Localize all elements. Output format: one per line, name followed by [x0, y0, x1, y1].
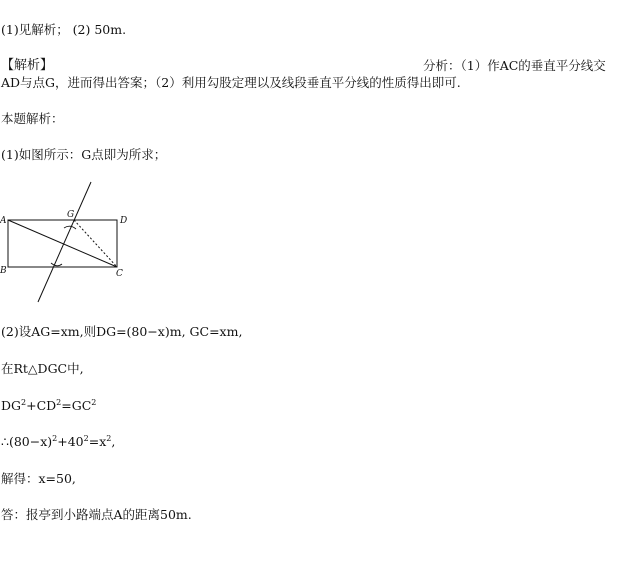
rectangle-construction-figure — [0, 180, 140, 305]
label-c: C — [116, 269, 123, 279]
eq1-mid2: =GC — [61, 398, 92, 413]
eq1-sq1: 2 — [21, 398, 27, 407]
part2-text: (2)设AG=xm,则DG=(80−x)m, GC=xm, — [1, 324, 243, 339]
solution-header: 【解析】 — [1, 58, 54, 73]
eq2-sq2: 2 — [83, 434, 89, 443]
equation-substituted — [1, 434, 115, 450]
eq2-mid1: +40 — [57, 434, 84, 449]
eq1-prefix: DG — [1, 398, 22, 413]
eq1-sq2: 2 — [56, 398, 62, 407]
eq2-prefix: ∴(80−x) — [1, 434, 53, 449]
triangle-text: 在Rt△DGC中, — [1, 361, 84, 376]
eq1-sq3: 2 — [91, 398, 97, 407]
dashed-segment-gc — [74, 220, 117, 267]
solution-intro: 本题解析： — [1, 111, 64, 126]
label-a: A — [0, 216, 7, 226]
answer-summary: (1)见解析； (2) 50m. — [1, 22, 127, 37]
conclusion-text: 答：报亭到小路端点A的距离50m. — [1, 507, 192, 522]
analysis-text-part2: AD与点G，进而得出答案；（2）利用勾股定理以及线段垂直平分线的性质得出即可. — [1, 75, 461, 90]
construction-arc-lower — [51, 263, 62, 266]
part1-text: (1)如图所示：G点即为所求； — [1, 147, 167, 162]
label-g: G — [67, 210, 75, 220]
analysis-text-part1: 分析：（1）作AC的垂直平分线交 — [423, 58, 606, 73]
result-text: 解得：x=50, — [1, 471, 76, 486]
diagonal-ac — [8, 220, 117, 267]
perpendicular-bisector — [38, 182, 91, 302]
eq2-comma: , — [111, 434, 116, 449]
eq2-sq3: 2 — [106, 434, 112, 443]
eq2-mid2: =x — [88, 434, 107, 449]
equation-pythagoras — [1, 398, 96, 414]
label-b: B — [0, 266, 7, 276]
label-d: D — [120, 216, 128, 226]
eq1-mid1: +CD — [26, 398, 57, 413]
eq2-sq1: 2 — [52, 434, 58, 443]
